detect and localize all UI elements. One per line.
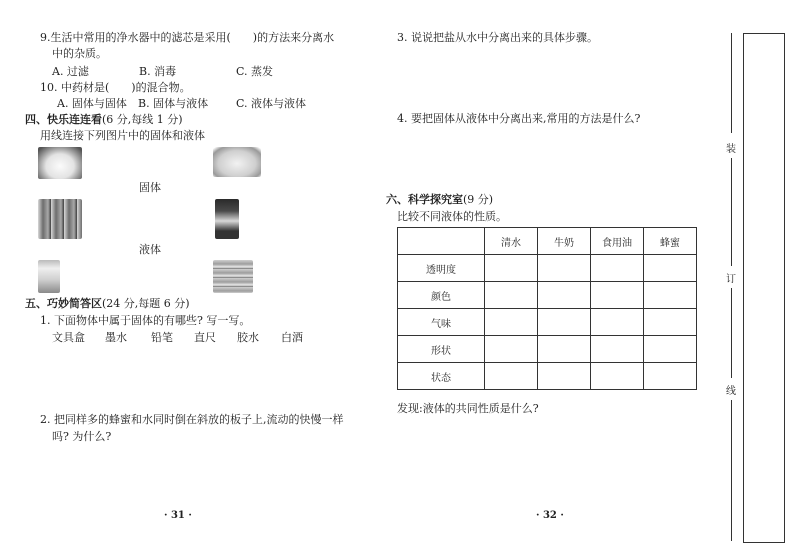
table-cell	[538, 336, 591, 363]
table-cell	[591, 363, 644, 390]
binding-line-4	[731, 400, 732, 541]
table-cell	[485, 336, 538, 363]
table-row	[398, 309, 697, 336]
section4-heading	[25, 113, 183, 127]
table-cell	[644, 336, 697, 363]
q1-item-4: 直尺	[194, 331, 216, 344]
binding-char-ding: 订	[726, 274, 736, 285]
q10-option-c: C. 液体与液体	[236, 97, 307, 110]
bottles-photo	[38, 199, 82, 239]
q1-item-2: 墨水	[105, 331, 127, 344]
table-cell	[538, 309, 591, 336]
table-cell	[485, 282, 538, 309]
page-number-right: · 32 ·	[536, 510, 564, 521]
q1-item-6: 白酒	[281, 331, 303, 344]
towels-photo	[213, 260, 253, 293]
section6-instruction: 比较不同液体的性质。	[397, 210, 507, 223]
table-cell	[644, 282, 697, 309]
section4-points: (6 分,每线 1 分)	[102, 113, 183, 126]
row-label: 形状	[398, 336, 485, 363]
table-header-cell: 食用油	[591, 228, 644, 255]
table-cell	[538, 363, 591, 390]
section5-points: (24 分,每题 6 分)	[102, 297, 190, 310]
section6-title: 六、科学探究室	[386, 193, 463, 206]
table-cell	[644, 309, 697, 336]
binding-line-2	[731, 158, 732, 266]
q9-line2: 中的杂质。	[52, 47, 107, 60]
table-cell	[591, 309, 644, 336]
table-cell	[485, 363, 538, 390]
section5-q1: 1. 下面物体中属于固体的有哪些? 写一写。	[40, 314, 251, 327]
table-cell	[644, 255, 697, 282]
table-header-cell: 蜂蜜	[644, 228, 697, 255]
flour-bowl-photo	[213, 147, 261, 177]
binding-char-xian: 线	[726, 386, 736, 397]
section4-instruction: 用线连接下列图片中的固体和液体	[40, 129, 205, 142]
q3-text: 3. 说说把盐从水中分离出来的具体步骤。	[397, 31, 598, 44]
binding-line-3	[731, 288, 732, 378]
q1-item-5: 胶水	[237, 331, 259, 344]
q10-option-a: A. 固体与固体	[57, 97, 127, 110]
row-label: 颜色	[398, 282, 485, 309]
row-label: 气味	[398, 309, 485, 336]
q9-line1: 9.生活中常用的净水器中的滤芯是采用( )的方法来分离水	[40, 31, 335, 44]
water-jug-photo	[38, 260, 60, 293]
table-cell	[591, 336, 644, 363]
table-cell	[485, 255, 538, 282]
section4-title: 四、快乐连连看	[25, 113, 102, 126]
table-row	[398, 363, 697, 390]
table-row	[398, 255, 697, 282]
q9-option-a: A. 过滤	[52, 65, 89, 78]
q9-option-c: C. 蒸发	[236, 65, 274, 78]
table-cell	[591, 255, 644, 282]
section5-q2-line1: 2. 把同样多的蜂蜜和水同时倒在斜放的板子上,流动的快慢一样	[40, 413, 344, 426]
table-cell	[485, 309, 538, 336]
section5-q2-line2: 吗? 为什么?	[52, 430, 112, 443]
section6-heading	[386, 193, 493, 207]
table-row	[398, 282, 697, 309]
table-header-cell	[398, 228, 485, 255]
row-label: 透明度	[398, 255, 485, 282]
table-header-row	[398, 228, 697, 255]
salt-pile-photo	[38, 147, 82, 179]
label-liquid: 液体	[139, 243, 161, 256]
section6-finding: 发现:液体的共同性质是什么?	[397, 402, 539, 415]
q4-text: 4. 要把固体从液体中分离出来,常用的方法是什么?	[397, 112, 641, 125]
oil-bottle-photo	[215, 199, 239, 239]
label-solid: 固体	[139, 181, 161, 194]
binding-box	[743, 33, 785, 543]
table-row	[398, 336, 697, 363]
binding-line-1	[731, 33, 732, 133]
liquid-properties-table	[397, 227, 697, 390]
row-label: 状态	[398, 363, 485, 390]
table-header-cell: 牛奶	[538, 228, 591, 255]
section5-title: 五、巧妙简答区	[25, 297, 102, 310]
q9-option-b: B. 消毒	[139, 65, 177, 78]
table-cell	[591, 282, 644, 309]
q1-item-3: 铅笔	[151, 331, 173, 344]
q10-line1: 10. 中药材是( )的混合物。	[40, 81, 191, 94]
q10-option-b: B. 固体与液体	[138, 97, 209, 110]
q1-item-1: 文具盒	[52, 331, 85, 344]
section6-points: (9 分)	[463, 193, 494, 206]
section5-heading	[25, 297, 190, 311]
binding-char-zhuang: 装	[726, 144, 736, 155]
table-cell	[538, 255, 591, 282]
table-cell	[644, 363, 697, 390]
page-number-left: · 31 ·	[164, 510, 192, 521]
table-cell	[538, 282, 591, 309]
table-header-cell: 清水	[485, 228, 538, 255]
